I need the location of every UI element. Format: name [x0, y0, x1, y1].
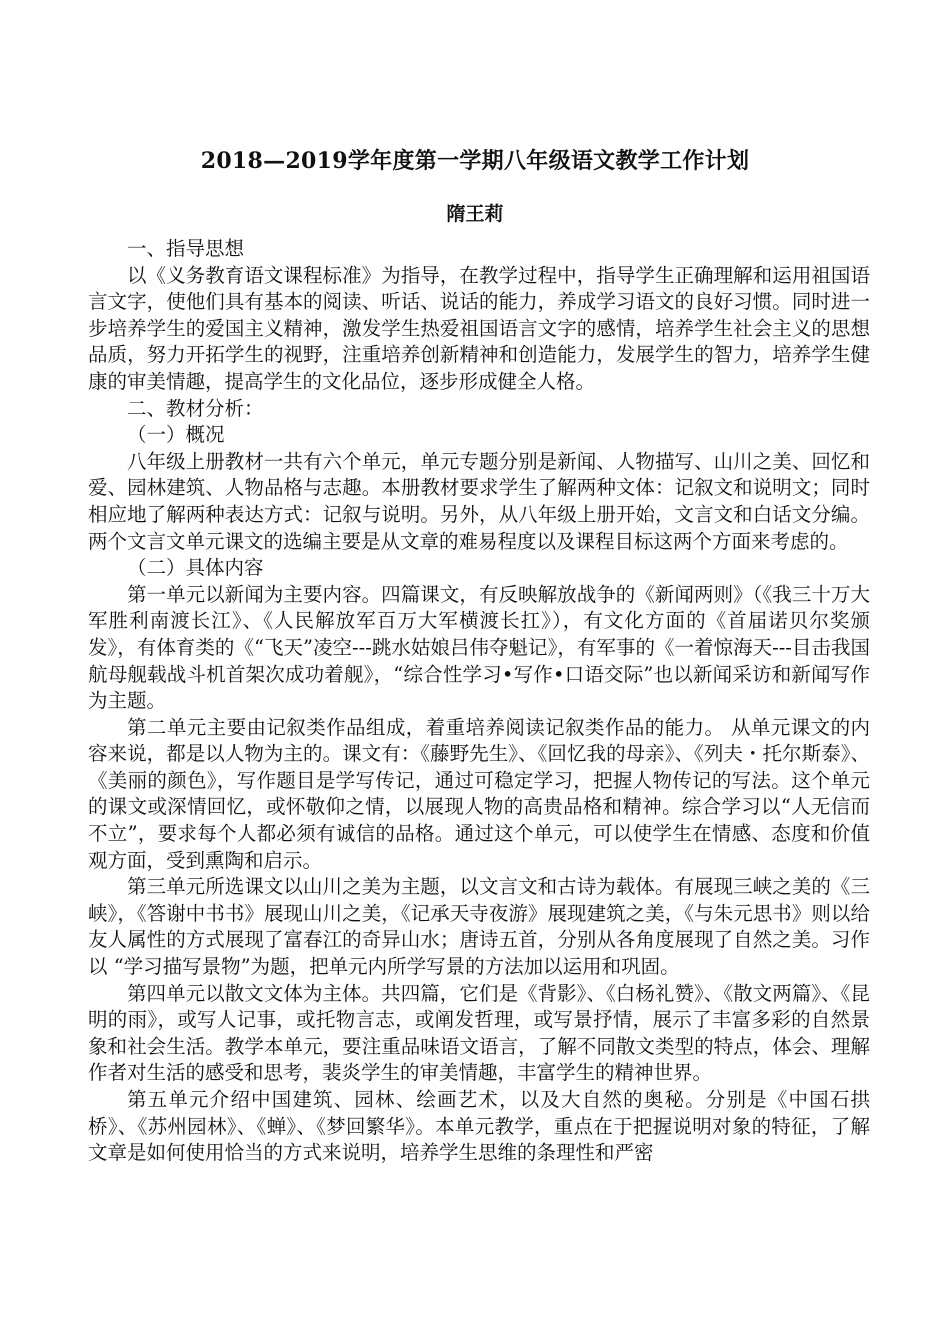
document-title: 2018—2019学年度第一学期八年级语文教学工作计划 [200, 148, 750, 174]
subsection-heading-specific-content: （二）具体内容 [127, 556, 264, 580]
paragraph-unit-4: 第四单元以散文文体为主体。共四篇，它们是《背影》、《白杨礼赞》、《散文两篇》、《昆明的雨》，或写人记事，或托物言志，或阐发哲理，或写景抒情，展示了丰富多彩的自然景象和社会生活。教学本单元，要注重品味语文语言，了解不同散文类型的特点，体会、理解作者对生活的感受和思考，裴炎学生的审美情趣，丰富学生的精神世界。 [88, 981, 870, 1085]
document-body [88, 236, 870, 1167]
paragraph-overview: 八年级上册教材一共有六个单元，单元专题分别是新闻、人物描写、山川之美、回忆和爱、园林建筑、人物品格与志趣。本册教材要求学生了解两种文体：记叙文和说明文；同时相应地了解两种表达方式：记叙与说明。另外，从八年级上册开始，文言文和白话文分编。两个文言文单元课文的选编主要是从文章的难易程度以及课程目标这两个方面来考虑的。 [88, 449, 870, 553]
document-author: 隋王莉 [446, 203, 504, 225]
paragraph-guiding-ideology: 以《义务教育语文课程标准》为指导，在教学过程中，指导学生正确理解和运用祖国语言文字，使他们具有基本的阅读、听话、说话的能力，养成学习语文的良好习惯。同时进一步培养学生的爱国主义精神，激发学生热爱祖国语言文字的感情，培养学生社会主义的思想品质，努力开拓学生的视野，注重培养创新精神和创造能力，发展学生的智力，培养学生健康的审美情趣，提高学生的文化品位，逐步形成健全人格。 [88, 263, 870, 393]
paragraph-unit-2: 第二单元主要由记叙类作品组成，着重培养阅读记叙类作品的能力。 从单元课文的内容来说，都是以人物为主的。课文有：《藤野先生》、《回忆我的母亲》、《列夫・托尔斯泰》、《美丽的颜色》，写作题目是学写传记，通过可稳定学习，把握人物传记的写法。这个单元的课文或深情回忆，或怀敬仰之情，以展现人物的高贵品格和精神。综合学习以“人无信而不立”，要求每个人都必须有诚信的品格。通过这个单元，可以使学生在情感、态度和价值观方面，受到熏陶和启示。 [88, 715, 870, 872]
paragraph-unit-1: 第一单元以新闻为主要内容。四篇课文，有反映解放战争的《新闻两则》（《我三十万大军胜利南渡长江》、《人民解放军百万大军横渡长扛》），有文化方面的《首届诺贝尔奖颁发》，有体育类的《“飞天”凌空---跳水姑娘吕伟夺魁记》，有军事的《一着惊海天---目击我国航母舰载战斗机首架次成功着舰》，“综合性学习•写作•口语交际”也以新闻采访和新闻写作为主题。 [88, 582, 870, 713]
paragraph-unit-3: 第三单元所选课文以山川之美为主题，以文言文和古诗为载体。有展现三峡之美的《三峡》，《答谢中书书》展现山川之美，《记承天寺夜游》展现建筑之美，《与朱元思书》则以给友人属性的方式展现了富春江的奇异山水；唐诗五首，分别从各角度展现了自然之美。习作以 “学习描写景物”为题，把单元内所学写景的方法加以运用和巩固。 [88, 875, 870, 979]
section-heading-guiding-ideology: 一、指导思想 [127, 237, 245, 260]
paragraph-unit-5: 第五单元介绍中国建筑、园林、绘画艺术，以及大自然的奥秘。分别是《中国石拱桥》、《苏州园林》、《蝉》、《梦回繁华》。本单元教学，重点在于把握说明对象的特征，了解文章是如何使用恰当的方式来说明，培养学生思维的条理性和严密 [88, 1088, 870, 1165]
subsection-heading-overview: （一）概况 [127, 423, 225, 447]
section-heading-textbook-analysis: 二、教材分析： [127, 396, 264, 420]
